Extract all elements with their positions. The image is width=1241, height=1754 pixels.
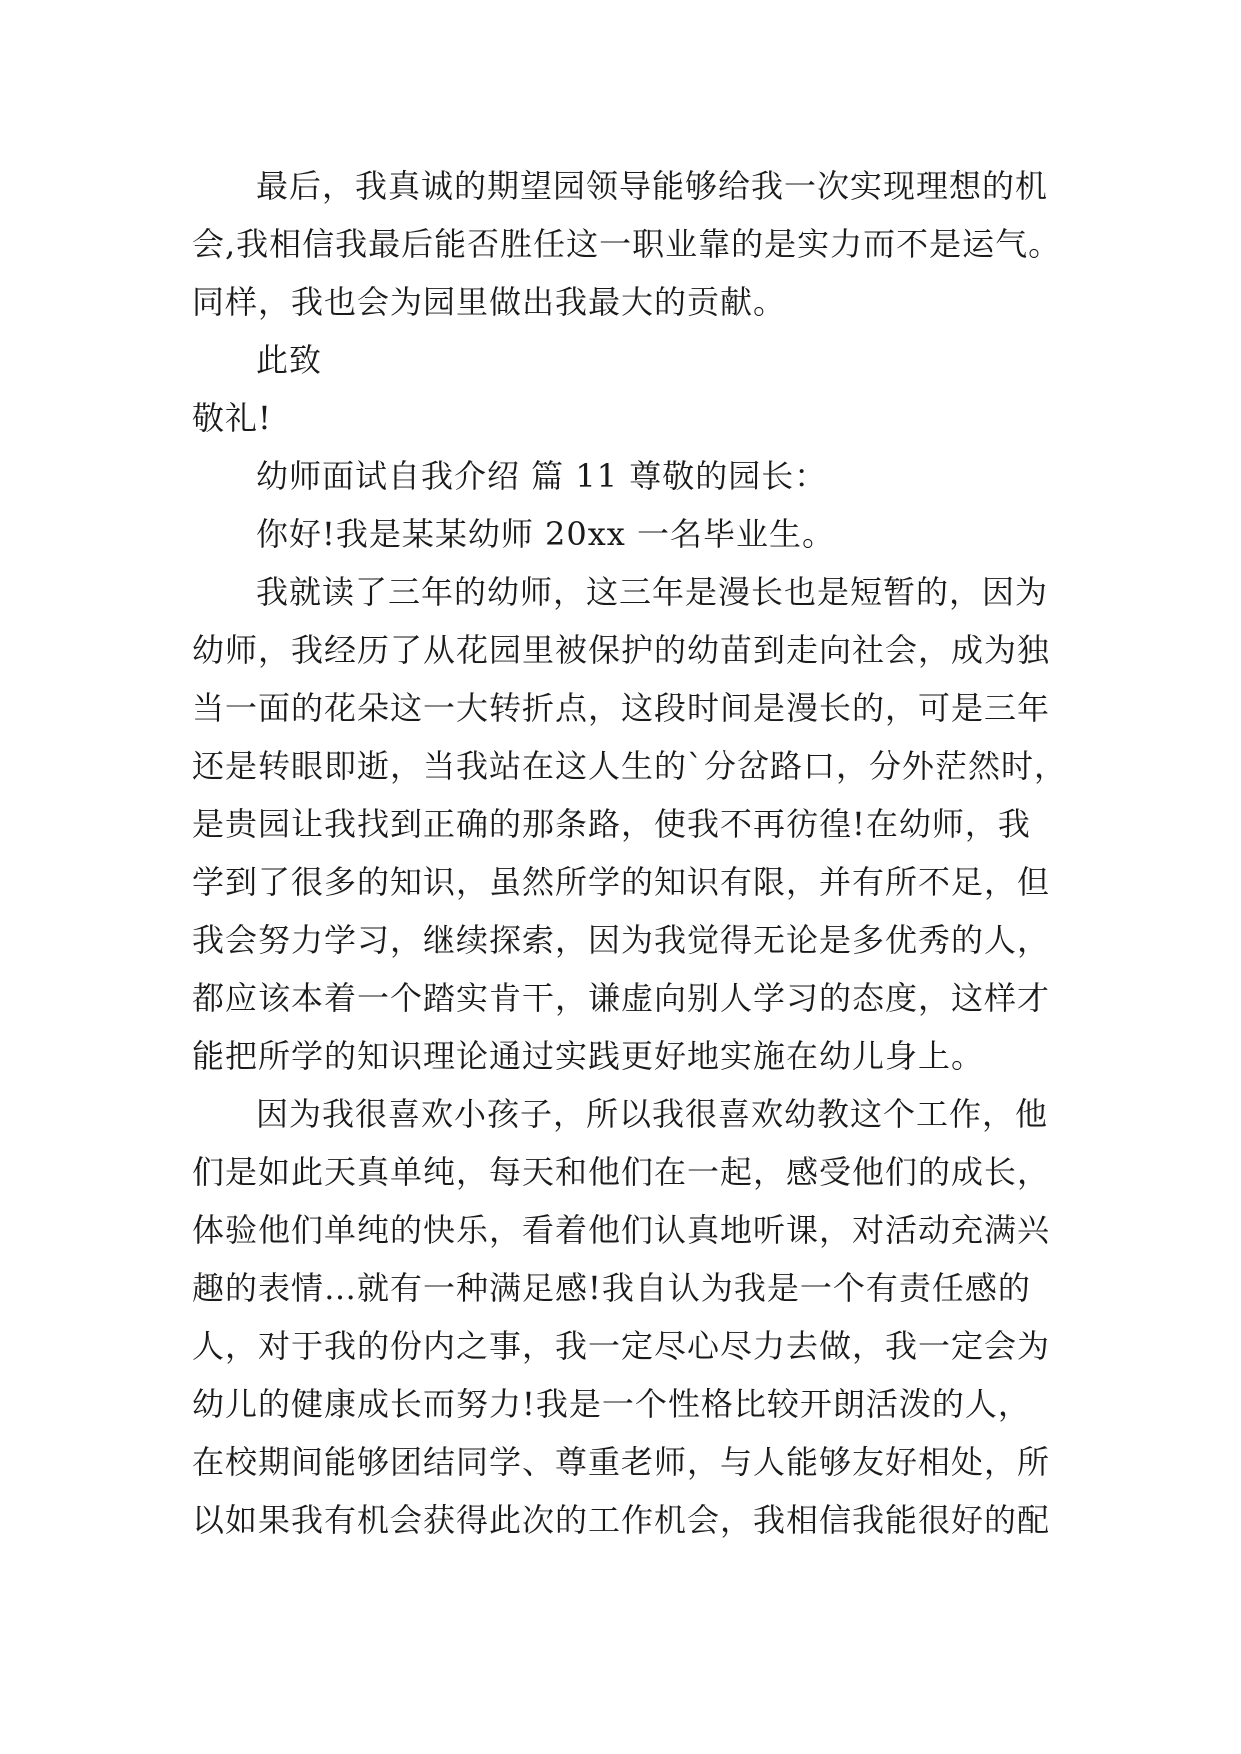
text-line: 我会努力学习，继续探索，因为我觉得无论是多优秀的人， [192, 921, 1051, 959]
text-line: 此致 [256, 341, 323, 379]
text-line: 幼儿的健康成长而努力!我是一个性格比较开朗活泼的人， [192, 1385, 1031, 1423]
text-line: 最后，我真诚的期望园领导能够给我一次实现理想的机 [256, 167, 1049, 205]
text-line: 是贵园让我找到正确的那条路，使我不再彷徨!在幼师，我 [192, 805, 1031, 843]
text-line: 敬礼! [192, 399, 272, 437]
text-line: 在校期间能够团结同学、尊重老师，与人能够友好相处，所 [192, 1443, 1051, 1481]
text-line: 学到了很多的知识，虽然所学的知识有限，并有所不足，但 [192, 863, 1051, 901]
text-line: 人，对于我的份内之事，我一定尽心尽力去做，我一定会为 [192, 1327, 1051, 1365]
text-line: 都应该本着一个踏实肯干，谦虚向别人学习的态度，这样才 [192, 979, 1051, 1017]
text-line: 体验他们单纯的快乐，看着他们认真地听课，对活动充满兴 [192, 1211, 1051, 1249]
text-line: 以如果我有机会获得此次的工作机会，我相信我能很好的配 [192, 1501, 1051, 1539]
text-line: 们是如此天真单纯，每天和他们在一起，感受他们的成长， [192, 1153, 1051, 1191]
text-line: 当一面的花朵这一大转折点，这段时间是漫长的，可是三年 [192, 689, 1051, 727]
text-line: 幼师，我经历了从花园里被保护的幼苗到走向社会，成为独 [192, 631, 1051, 669]
text-line: 因为我很喜欢小孩子，所以我很喜欢幼教这个工作，他 [256, 1095, 1049, 1133]
text-line: 能把所学的知识理论通过实践更好地实施在幼儿身上。 [192, 1037, 985, 1075]
text-line: 同样，我也会为园里做出我最大的贡献。 [192, 283, 787, 321]
text-line: 还是转眼即逝，当我站在这人生的`分岔路口，分外茫然时， [192, 747, 1068, 785]
text-line: 我就读了三年的幼师，这三年是漫长也是短暂的，因为 [256, 573, 1049, 611]
text-line: 趣的表情…就有一种满足感!我自认为我是一个有责任感的 [192, 1269, 1031, 1307]
text-line: 会,我相信我最后能否胜任这一职业靠的是实力而不是运气。 [192, 225, 1062, 263]
text-line: 你好!我是某某幼师 20xx 一名毕业生。 [256, 515, 836, 553]
section-heading: 幼师面试自我介绍 篇 11 尊敬的园长： [256, 457, 828, 495]
